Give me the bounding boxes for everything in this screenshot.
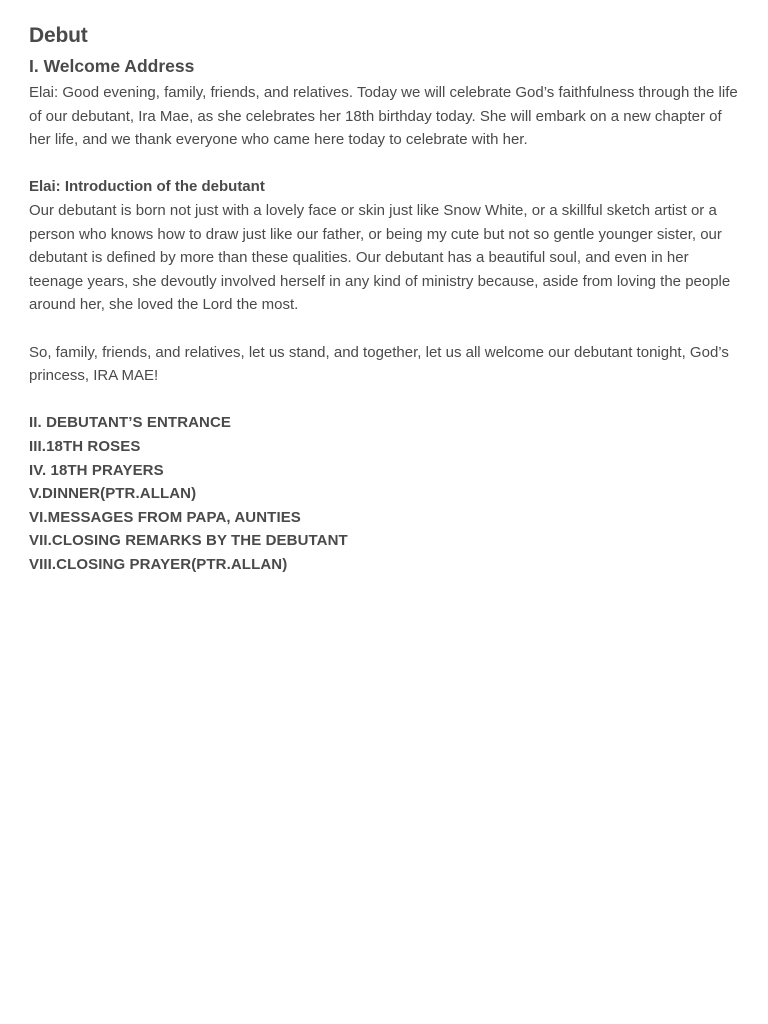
program-item: VII.CLOSING REMARKS BY THE DEBUTANT [29, 532, 348, 550]
paragraph-spacer [29, 317, 738, 341]
paragraph-spacer [29, 388, 738, 412]
welcome-paragraph: Elai: Good evening, family, friends, and relatives. Today we will celebrate God’s faithfulness through the life of our debutant, Ira Mae, as she celebrates her 18th birthday today. She will embark on a new chapter of her life, and we thank everyone who came here today to celebrate with her. [29, 84, 738, 149]
intro-paragraph: Our debutant is born not just with a lovely face or skin just like Snow White, or a skillful sketch artist or a person who knows how to draw just like our father, or being my cute but not so gentle younger sister, our debutant is defined by more than these qualities. Our debutant has a beautiful soul, and even in her teenage years, she devoutly involved herself in any kind of ministry because, aside from loving the people around her, she loved the Lord the most. [29, 201, 731, 314]
closing-invite-paragraph: So, family, friends, and relatives, let us stand, and together, let us all welcome our debutant tonight, God’s princess, IRA MAE! [29, 343, 729, 385]
section-heading-welcome: I. Welcome Address [29, 56, 195, 76]
program-item: III.18TH ROSES [29, 437, 141, 455]
program-item: VIII.CLOSING PRAYER(PTR.ALLAN) [29, 555, 288, 573]
program-item: IV. 18TH PRAYERS [29, 461, 164, 479]
document-title: Debut [29, 24, 88, 47]
intro-label: Elai: Introduction of the debutant [29, 178, 265, 196]
program-item: II. DEBUTANT’S ENTRANCE [29, 414, 232, 432]
program-item: VI.MESSAGES FROM PAPA, AUNTIES [29, 508, 301, 526]
program-list [29, 411, 738, 576]
paragraph-spacer [29, 152, 738, 176]
program-item: V.DINNER(PTR.ALLAN) [29, 485, 197, 503]
